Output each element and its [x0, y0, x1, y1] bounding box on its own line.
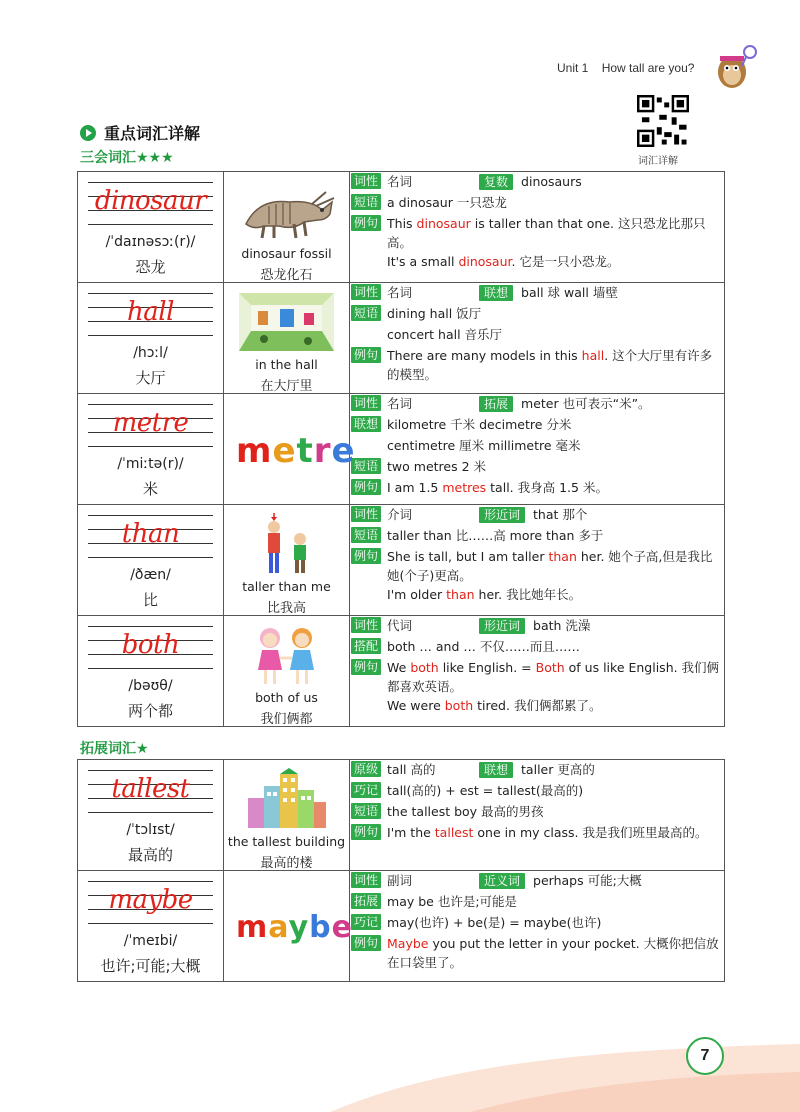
category-tag: 短语	[351, 803, 381, 819]
detail-line	[350, 252, 724, 273]
detail-text	[387, 547, 724, 585]
category-tag: 词性	[351, 284, 381, 300]
highlight-word: metres	[442, 480, 487, 495]
text-segment: . 它是一只小恐龙。	[511, 254, 620, 269]
detail-line	[350, 457, 724, 478]
detail-cell	[350, 760, 725, 871]
detail-line	[350, 696, 724, 717]
detail-text	[387, 478, 724, 497]
text-segment: We	[387, 660, 411, 675]
detail-line	[350, 214, 724, 252]
detail-line	[350, 658, 724, 696]
image-caption-cn: 比我高	[266, 601, 306, 616]
phonetic: /ˈdaɪnəsɔː(r)/	[105, 234, 196, 250]
highlight-word: Both	[535, 660, 565, 675]
ruling-line	[88, 668, 213, 669]
text-segment: you put the letter in your pocket. 大概你把信放在口袋里了。	[387, 936, 719, 970]
ruling-line	[88, 404, 213, 405]
highlight-word: both	[444, 698, 474, 713]
detail-line	[350, 505, 724, 526]
handwriting-lines	[88, 515, 213, 567]
section-title	[80, 121, 200, 144]
detail-line	[350, 346, 724, 384]
vocab-row-hall	[78, 283, 725, 394]
text-segment: both … and … 不仅……而且……	[387, 639, 580, 654]
decorative-wave	[0, 1040, 800, 1112]
highlight-word: than	[446, 587, 475, 602]
detail-line	[350, 172, 724, 193]
headword: tallest	[111, 774, 190, 804]
handwriting-lines	[88, 770, 213, 822]
detail-text	[387, 193, 724, 212]
text-segment: centimetre 厘米 millimetre 毫米	[387, 438, 581, 453]
text-segment: of us like English. 我们俩都喜欢英语。	[387, 660, 720, 694]
group-title-extended: 拓展词汇★	[80, 741, 149, 757]
detail-text	[387, 637, 724, 656]
category-tag: 搭配	[351, 638, 381, 654]
detail-text	[387, 325, 724, 344]
image-cell	[224, 616, 350, 727]
detail-line	[350, 283, 724, 304]
ruling-line	[88, 770, 213, 771]
text-segment: tall 高的	[387, 762, 436, 777]
detail-line	[350, 526, 724, 547]
category-tag: 巧记	[351, 782, 381, 798]
word-cell	[78, 760, 224, 871]
image-caption-en: in the hall	[255, 357, 318, 372]
category-tag: 拓展	[479, 396, 513, 412]
text-segment: like English. =	[438, 660, 536, 675]
detail-text	[387, 214, 724, 252]
detail-line	[350, 547, 724, 585]
handwriting-lines	[88, 404, 213, 456]
vocab-row-metre	[78, 394, 725, 505]
detail-line	[350, 781, 724, 802]
chinese-meaning: 恐龙	[135, 258, 166, 276]
detail-line	[350, 892, 724, 913]
text-segment: tall(高的) + est = tallest(最高的)	[387, 783, 584, 798]
highlight-word: dinosaur	[458, 254, 512, 269]
phonetic: /ˈtɔlɪst/	[126, 822, 175, 838]
image-cell	[224, 283, 350, 394]
text-segment: This	[387, 216, 417, 231]
detail-line	[350, 637, 724, 658]
category-tag: 词性	[351, 506, 381, 522]
text-segment: that 那个	[533, 507, 588, 522]
ruling-line	[88, 881, 213, 882]
text-segment: bath 洗澡	[533, 618, 591, 633]
text-segment: is taller than that one. 这只恐龙比那只高。	[387, 216, 706, 250]
category-tag: 词性	[351, 872, 381, 888]
category-tag: 例句	[351, 479, 381, 495]
text-segment: 介词	[387, 507, 413, 522]
image-caption-en: taller than me	[242, 579, 331, 594]
image-caption-en: the tallest building	[227, 834, 346, 849]
play-icon	[80, 125, 96, 141]
text-segment: 名词	[387, 396, 413, 411]
text-segment: I'm older	[387, 587, 447, 602]
headword: both	[121, 630, 180, 660]
hall-picture	[234, 291, 339, 353]
text-segment: 副词	[387, 873, 413, 888]
two-girls-picture	[234, 624, 339, 686]
category-tag: 词性	[351, 617, 381, 633]
text-segment: She is tall, but I am taller	[387, 549, 549, 564]
ruling-line	[88, 335, 213, 336]
vocab-row-tallest	[78, 760, 725, 871]
detail-text	[387, 394, 724, 413]
detail-line	[350, 304, 724, 325]
image-caption-cn: 我们俩都	[260, 712, 313, 727]
detail-line	[350, 193, 724, 214]
detail-line	[350, 871, 724, 892]
qr-code-icon[interactable]	[637, 95, 689, 147]
text-segment: tall. 我身高 1.5 米。	[486, 480, 608, 495]
headword: dinosaur	[94, 186, 207, 216]
buildings-picture	[234, 768, 339, 830]
category-tag: 联想	[479, 285, 513, 301]
detail-line	[350, 478, 724, 499]
category-tag: 原级	[351, 761, 381, 777]
ruling-line	[88, 446, 213, 447]
mascot-icon	[712, 42, 758, 92]
handwriting-lines	[88, 182, 213, 234]
text-segment: her. 她个子高,但是我比她(个子)更高。	[387, 549, 713, 583]
ruling-line	[88, 626, 213, 627]
group-title-core: 三会词汇★★★	[80, 150, 174, 166]
qr-caption: 词汇详解	[638, 156, 678, 167]
text-segment: tired. 我们俩都累了。	[473, 698, 602, 713]
detail-cell	[350, 505, 725, 616]
ruling-line	[88, 812, 213, 813]
ruling-line	[88, 293, 213, 294]
text-segment: We were	[387, 698, 445, 713]
category-tag: 联想	[351, 416, 381, 432]
detail-cell	[350, 616, 725, 727]
detail-line	[350, 934, 724, 972]
image-cell	[224, 394, 356, 505]
detail-text	[387, 760, 724, 779]
headword: than	[121, 519, 180, 549]
text-segment: perhaps 可能;大概	[533, 873, 642, 888]
ruling-line	[88, 515, 213, 516]
text-segment: 名词	[387, 285, 413, 300]
category-tag: 短语	[351, 458, 381, 474]
dinosaur-fossil-picture	[234, 180, 339, 242]
image-cell	[224, 871, 353, 982]
detail-text	[387, 457, 724, 476]
ruling-line	[88, 182, 213, 183]
text-segment: I'm the	[387, 825, 435, 840]
text-segment: dinosaurs	[521, 174, 582, 189]
text-segment: may be 也许是;可能是	[387, 894, 518, 909]
word-cell	[78, 172, 224, 283]
detail-text	[387, 696, 724, 715]
detail-text	[387, 304, 724, 323]
category-tag: 例句	[351, 347, 381, 363]
chinese-meaning: 米	[142, 480, 158, 498]
text-segment: her. 我比她年长。	[474, 587, 582, 602]
vocab-row-maybe	[78, 871, 725, 982]
highlight-word: hall	[581, 348, 605, 363]
unit-title: How tall are you?	[601, 61, 695, 75]
category-tag: 联想	[479, 762, 513, 778]
detail-line	[350, 823, 724, 844]
text-segment: taller 更高的	[521, 762, 595, 777]
phonetic: /ˈmeɪbi/	[123, 933, 178, 949]
category-tag: 短语	[351, 527, 381, 543]
text-segment: the tallest boy 最高的男孩	[387, 804, 544, 819]
detail-line	[350, 760, 724, 781]
highlight-word: dinosaur	[416, 216, 471, 231]
category-tag: 例句	[351, 659, 381, 675]
detail-text	[387, 252, 724, 271]
detail-text	[387, 436, 724, 455]
image-caption-cn: 最高的楼	[260, 856, 313, 871]
image-cell	[224, 505, 350, 616]
handwriting-lines	[88, 293, 213, 345]
running-header	[557, 61, 694, 75]
text-segment: may(也许) + be(是) = maybe(也许)	[387, 915, 602, 930]
ruling-line	[88, 923, 213, 924]
text-segment: taller than 比……高 more than 多于	[387, 528, 604, 543]
detail-line	[350, 325, 724, 346]
page-number: 7	[686, 1037, 724, 1075]
detail-line	[350, 415, 724, 436]
detail-text	[387, 823, 724, 842]
vocab-table-extended	[77, 759, 725, 982]
text-segment: two metres 2 米	[387, 459, 486, 474]
chinese-meaning: 大厅	[135, 369, 166, 387]
headword: maybe	[108, 885, 193, 915]
ruling-line	[88, 224, 213, 225]
detail-line	[350, 585, 724, 606]
text-segment: concert hall 音乐厅	[387, 327, 503, 342]
text-segment: 名词	[387, 174, 413, 189]
category-tag: 形近词	[479, 618, 525, 634]
detail-text	[387, 934, 724, 972]
vocab-row-than	[78, 505, 725, 616]
handwriting-lines	[88, 626, 213, 678]
word-cell	[78, 505, 224, 616]
detail-text	[387, 505, 724, 524]
detail-text	[387, 346, 724, 384]
ruling-line	[88, 557, 213, 558]
word-cell	[78, 616, 224, 727]
detail-text	[387, 892, 724, 911]
detail-text	[387, 871, 724, 890]
category-tag: 巧记	[351, 914, 381, 930]
text-segment: . 这个大厅里有许多的模型。	[387, 348, 713, 382]
vocab-row-both	[78, 616, 725, 727]
detail-text	[387, 781, 724, 800]
phonetic: /hɔːl/	[133, 345, 168, 361]
metre-letters-picture	[234, 418, 356, 480]
category-tag: 近义词	[479, 873, 525, 889]
category-tag: 词性	[351, 395, 381, 411]
image-caption-cn: 在大厅里	[260, 379, 313, 394]
detail-text	[387, 802, 724, 821]
detail-text	[387, 658, 724, 696]
detail-text	[387, 913, 724, 932]
category-tag: 形近词	[479, 507, 525, 523]
category-tag: 词性	[351, 173, 381, 189]
text-segment: meter 也可表示“米”。	[521, 396, 651, 411]
category-tag: 例句	[351, 215, 381, 231]
text-segment: It's a small	[387, 254, 459, 269]
word-cell	[78, 283, 224, 394]
image-caption-en: dinosaur fossil	[241, 246, 332, 261]
vocab-row-dinosaur	[78, 172, 725, 283]
highlight-word: than	[548, 549, 577, 564]
text-segment: ball 球 wall 墙壁	[521, 285, 618, 300]
detail-cell	[350, 871, 725, 982]
category-tag: 例句	[351, 935, 381, 951]
phonetic: /bəʊθ/	[128, 678, 173, 694]
category-tag: 例句	[351, 548, 381, 564]
phonetic: /ðæn/	[130, 567, 171, 583]
detail-cell	[350, 394, 725, 505]
maybe-letters-picture	[234, 895, 353, 957]
highlight-word: both	[410, 660, 439, 675]
category-tag: 拓展	[351, 893, 381, 909]
text-segment: a dinosaur 一只恐龙	[387, 195, 507, 210]
detail-line	[350, 616, 724, 637]
taller-than-picture	[234, 513, 339, 575]
text-segment: 代词	[387, 618, 413, 633]
category-tag: 短语	[351, 194, 381, 210]
image-caption-en: both of us	[255, 690, 318, 705]
category-tag: 例句	[351, 824, 381, 840]
detail-text	[387, 415, 724, 434]
image-cell	[224, 172, 350, 283]
detail-text	[387, 616, 724, 635]
text-segment: kilometre 千米 decimetre 分米	[387, 417, 572, 432]
image-cell	[224, 760, 350, 871]
vocab-table-core	[77, 171, 725, 727]
detail-line	[350, 394, 724, 415]
category-tag: 短语	[351, 305, 381, 321]
headword: metre	[112, 408, 189, 438]
phonetic: /ˈmiːtə(r)/	[117, 456, 184, 472]
detail-line	[350, 436, 724, 457]
word-cell	[78, 871, 224, 982]
headword: hall	[127, 297, 174, 327]
detail-cell	[350, 283, 725, 394]
detail-text	[387, 526, 724, 545]
chinese-meaning: 比	[142, 591, 158, 609]
highlight-word: tallest	[434, 825, 474, 840]
detail-line	[350, 913, 724, 934]
text-segment: I am 1.5	[387, 480, 443, 495]
text-segment: one in my class. 我是我们班里最高的。	[473, 825, 708, 840]
image-caption-cn: 恐龙化石	[260, 268, 313, 283]
detail-text	[387, 172, 724, 191]
chinese-meaning: 也许;可能;大概	[100, 957, 201, 975]
chinese-meaning: 最高的	[127, 846, 173, 864]
detail-line	[350, 802, 724, 823]
handwriting-lines	[88, 881, 213, 933]
svg-text:metre: metre	[236, 431, 356, 471]
word-cell	[78, 394, 224, 505]
detail-cell	[350, 172, 725, 283]
unit-label: Unit 1	[557, 61, 589, 75]
detail-text	[387, 585, 724, 604]
text-segment: dining hall 饭厅	[387, 306, 482, 321]
svg-text:maybe: maybe	[236, 910, 353, 945]
highlight-word: Maybe	[387, 936, 429, 951]
detail-text	[387, 283, 724, 302]
chinese-meaning: 两个都	[127, 702, 173, 720]
section-title-text: 重点词汇详解	[104, 124, 201, 143]
text-segment: There are many models in this	[387, 348, 582, 363]
category-tag: 复数	[479, 174, 513, 190]
